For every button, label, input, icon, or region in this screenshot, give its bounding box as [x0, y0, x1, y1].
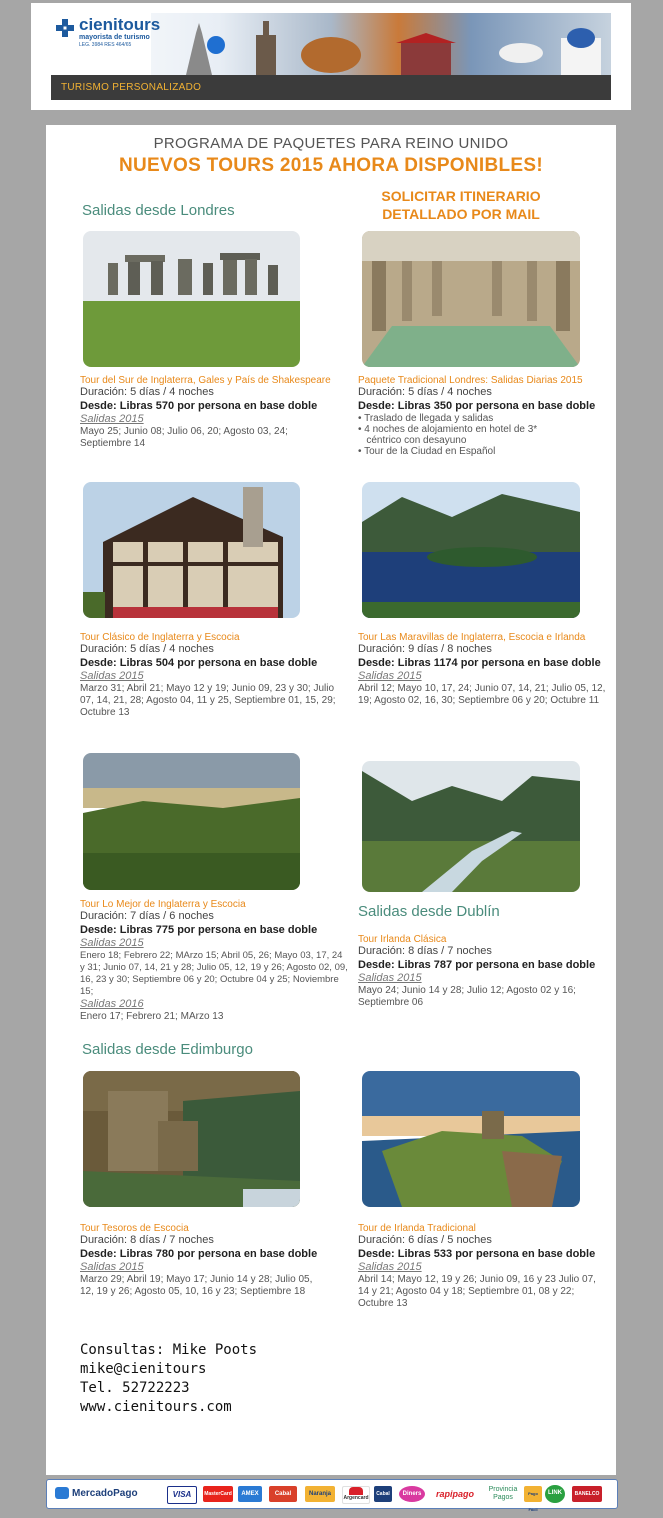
page-subtitle: NUEVOS TOURS 2015 AHORA DISPONIBLES!	[119, 155, 543, 176]
mercadopago-icon	[55, 1487, 69, 1499]
tour-dates: Mayo 25; Junio 08; Julio 06, 20; Agosto 03, 24; Septiembre 14	[80, 426, 288, 449]
tour-name: Tour Clásico de Inglaterra y Escocia	[80, 632, 240, 643]
tour-name: Tour Las Maravillas de Inglaterra, Escocia e Irlanda	[358, 632, 586, 643]
tour-departures-label: Salidas 2015	[80, 670, 144, 682]
photo-stonehenge	[83, 231, 300, 367]
feature-item: • Traslado de llegada y salidas	[358, 413, 494, 424]
rapipago-logo: rapipago	[430, 1486, 480, 1502]
provincia-pagos-logo: Provincia Pagos	[483, 1486, 523, 1502]
argencard-icon	[349, 1487, 363, 1495]
tour-departures-label: Salidas 2015	[80, 413, 144, 425]
tour-departures-label-2016: Salidas 2016	[80, 998, 144, 1010]
tour-card-1	[80, 375, 340, 450]
tour-card-4	[358, 632, 614, 707]
tour-name: Tour Tesoros de Escocia	[80, 1223, 189, 1234]
diners-logo: Diners	[399, 1486, 425, 1502]
mercadopago-logo: MercadoPago	[55, 1486, 147, 1502]
feature-item: céntrico con desayuno	[358, 435, 467, 446]
cienitours-logo-icon	[56, 19, 74, 37]
pago-facil-logo: Pago Fácil	[524, 1486, 542, 1502]
tour-card-2	[358, 375, 618, 457]
tour-departures-label: Salidas 2015	[358, 670, 422, 682]
naranja-logo: Naranja	[305, 1486, 335, 1502]
tour-card-7	[80, 1223, 340, 1298]
payment-methods-bar	[46, 1479, 618, 1512]
tour-price: Desde: Libras 787 por persona en base doble	[358, 959, 596, 971]
section-london: Salidas desde Londres	[82, 202, 235, 219]
tour-departures-label: Salidas 2015	[358, 1261, 422, 1273]
logo-subtitle: mayorista de turismo	[79, 34, 150, 41]
tour-price: Desde: Libras 570 por persona en base doble	[80, 400, 318, 412]
argencard-logo: Argencard	[342, 1486, 370, 1504]
tour-card-6	[358, 934, 614, 1009]
tour-duration: Duración: 5 días / 4 noches	[80, 386, 214, 398]
main-content	[46, 125, 616, 1475]
tour-departures-label: Salidas 2015	[80, 937, 144, 949]
banelco-logo: BANELCO	[572, 1486, 602, 1502]
tour-name: Tour Lo Mejor de Inglaterra y Escocia	[80, 899, 246, 910]
tour-price: Desde: Libras 780 por persona en base doble	[80, 1248, 318, 1260]
feature-item: • 4 noches de alojamiento en hotel de 3*	[358, 424, 538, 435]
tour-dates-2016: Enero 17; Febrero 21; MArzo 13	[80, 1011, 224, 1022]
section-dublin: Salidas desde Dublín	[358, 903, 500, 920]
photo-valley-river	[362, 761, 580, 892]
tour-name: Paquete Tradicional Londres: Salidas Diarias 2015	[358, 375, 583, 386]
contact-phone: Tel. 52722223	[80, 1380, 190, 1396]
page-title: PROGRAMA DE PAQUETES PARA REINO UNIDO	[153, 135, 509, 152]
cabal-card-logo: Cabal	[269, 1486, 297, 1502]
request-line-2: DETALLADO POR MAIL	[382, 206, 540, 222]
tour-duration: Duración: 8 días / 7 noches	[358, 945, 492, 957]
request-itinerary	[346, 187, 576, 223]
tour-dates: Marzo 31; Abril 21; Mayo 12 y 19; Junio 09, 23 y 30; Julio 07, 14, 21, 28; Agosto 04, 11 y 25, Septiembre 01, 15, 29; Octubre 13	[80, 683, 336, 718]
link-logo: LINK	[545, 1485, 565, 1503]
tour-price: Desde: Libras 533 por persona en base doble	[358, 1248, 596, 1260]
tour-name: Tour de Irlanda Tradicional	[358, 1223, 476, 1234]
photo-dunluce-cliffs	[362, 1071, 580, 1207]
section-edinburgh: Salidas desde Edimburgo	[82, 1041, 253, 1058]
contact-website-link[interactable]: www.cienitours.com	[80, 1399, 232, 1415]
feature-item: • Tour de la Ciudad en Español	[358, 446, 496, 457]
contact-block	[80, 1341, 257, 1417]
tour-duration: Duración: 9 días / 8 noches	[358, 643, 492, 655]
tour-departures-label: Salidas 2015	[80, 1261, 144, 1273]
cabal-logo: Cabal	[374, 1486, 392, 1502]
header-banner	[51, 13, 611, 75]
tour-duration: Duración: 8 días / 7 noches	[80, 1234, 214, 1246]
photo-eilean-donan-castle	[83, 1071, 300, 1207]
tour-dates: Enero 18; Febrero 22; MArzo 15; Abril 05, 26; Mayo 03, 17, 24 y 31; Junio 07, 14, 21 y 28; Julio 05, 12, 19 y 26; Agosto 02, 09, 16, 23 y 30; Septiembre 06 y 20; Octubre 04 y 25; Noviembre 15;	[80, 950, 348, 997]
photo-moorland	[83, 753, 300, 890]
tagline: TURISMO PERSONALIZADO	[61, 82, 202, 93]
tour-price: Desde: Libras 1174 por persona en base doble	[358, 657, 601, 669]
tour-price: Desde: Libras 504 por persona en base doble	[80, 657, 318, 669]
tour-departures-label: Salidas 2015	[358, 972, 422, 984]
logo-name: cienitours	[79, 15, 161, 34]
tour-card-5	[80, 899, 350, 1023]
tour-dates: Marzo 29; Abril 19; Mayo 17; Junio 14 y 28; Julio 05, 12, 19 y 26; Agosto 05, 10, 16 y 23; Septiembre 18	[80, 1274, 313, 1297]
contact-name: Consultas: Mike Poots	[80, 1342, 258, 1358]
tour-duration: Duración: 6 días / 5 noches	[358, 1234, 492, 1246]
tour-dates: Abril 12; Mayo 10, 17, 24; Junio 07, 14, 21; Julio 05, 12, 19; Agosto 02, 16, 30; Septiembre 06 y 20; Octubre 11	[358, 683, 606, 706]
header-bar	[51, 75, 611, 100]
tour-card-3	[80, 632, 350, 719]
photo-lake-mountains	[362, 482, 580, 618]
visa-logo: VISA	[167, 1486, 197, 1504]
tour-dates: Abril 14; Mayo 12, 19 y 26; Junio 09, 16 y 23 Julio 07, 14 y 21; Agosto 04 y 18; Septiembre 01, 08 y 22; Octubre 13	[358, 1274, 596, 1309]
tour-name: Tour del Sur de Inglaterra, Gales y País de Shakespeare	[80, 375, 331, 386]
tour-duration: Duración: 7 días / 6 noches	[80, 910, 214, 922]
tour-price: Desde: Libras 775 por persona en base doble	[80, 924, 318, 936]
photo-roman-baths	[362, 231, 580, 367]
photo-shakespeare-house	[83, 482, 300, 618]
request-line-1: SOLICITAR ITINERARIO	[381, 188, 541, 204]
tour-name: Tour Irlanda Clásica	[358, 934, 447, 945]
amex-logo: AMEX	[238, 1486, 262, 1502]
tour-dates: Mayo 24; Junio 14 y 28; Julio 12; Agosto 02 y 16; Septiembre 06	[358, 985, 576, 1008]
header-box	[31, 3, 631, 110]
tour-card-8	[358, 1223, 614, 1310]
mastercard-logo: MasterCard	[203, 1486, 233, 1502]
logo-legajo: LEG. 3984 RES 464/65	[79, 42, 132, 48]
tour-duration: Duración: 5 días / 4 noches	[80, 643, 214, 655]
tour-features	[358, 413, 618, 457]
tour-duration: Duración: 5 días / 4 noches	[358, 386, 492, 398]
tour-price: Desde: Libras 350 por persona en base doble	[358, 400, 596, 412]
contact-email-link[interactable]: mike@cienitours	[80, 1361, 207, 1377]
